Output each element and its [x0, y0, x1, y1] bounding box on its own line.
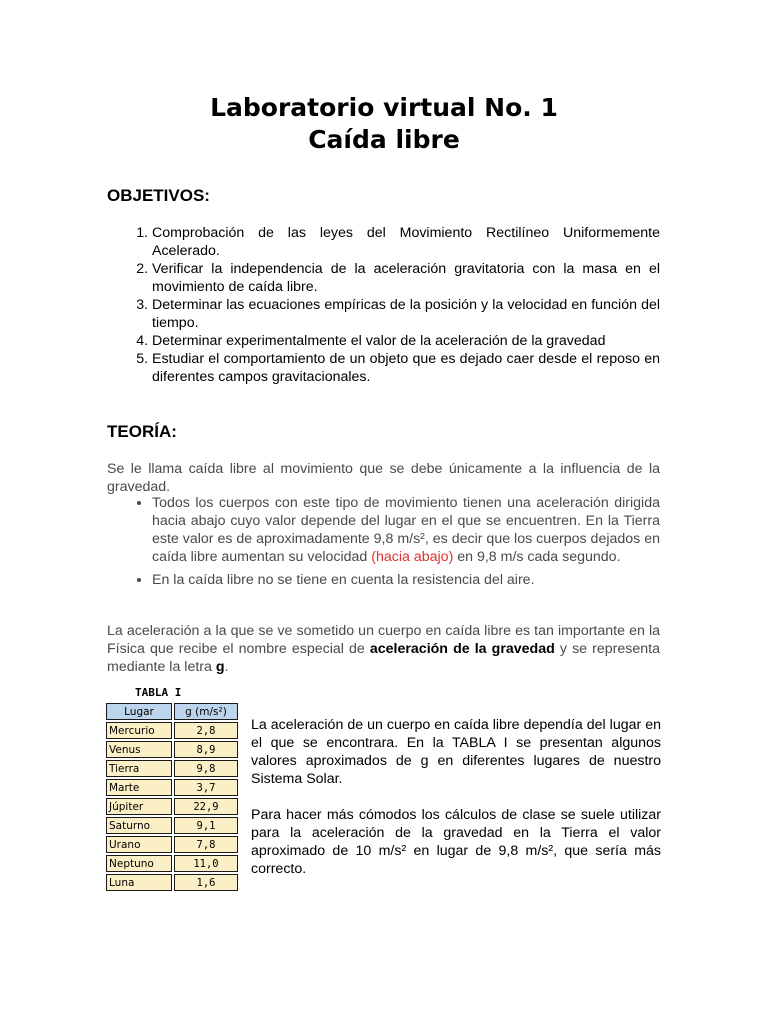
gravity-paragraph-text: La aceleración a la que se ve sometido un cuerpo en caída libre es tan importante en la Física que recibe el nombre especial de [107, 623, 660, 657]
objective-item: 5. Estudiar el comportamiento de un objeto que es dejado caer desde el reposo en diferentes campos gravitacionales. [152, 350, 660, 386]
gravity-letter: g [215, 659, 225, 675]
highlight-hacia-abajo: (hacia abajo) [371, 549, 454, 565]
table-header-lugar: Lugar [106, 703, 172, 720]
objectives-list [107, 224, 660, 386]
document-title: Laboratorio virtual No. 1 [210, 93, 558, 122]
gravity-term: aceleración de la gravedad [369, 641, 555, 657]
table-cell-g: 22,9 [174, 798, 238, 815]
teoria-bullet-text: Todos los cuerpos con este tipo de movimiento tienen una aceleración dirigida hacia abajo cuyo valor depende del lugar en el que se encuentren. En la Tierra este valor es de aproximadamente 9,8 m/s², es decir que los cuerpos dejados en caída libre aumentan su velocidad [152, 495, 660, 565]
table-header-g: g (m/s²) [174, 703, 238, 720]
teoria-bullet: • En la caída libre no se tiene en cuenta la resistencia del aire. [152, 571, 660, 589]
gravity-paragraph-end: . [224, 659, 229, 675]
table-cell-g: 8,9 [174, 741, 238, 758]
table-row [106, 760, 238, 777]
objetivos-heading: OBJETIVOS: [107, 186, 210, 205]
table-cell-place: Luna [106, 874, 172, 891]
teoria-intro: Se le llama caída libre al movimiento que se debe únicamente a la influencia de la gravedad. [107, 461, 660, 495]
table-cell-place: Neptuno [106, 855, 172, 872]
teoria-bullet-list [107, 494, 660, 594]
table-cell-g: 3,7 [174, 779, 238, 796]
table-row [106, 817, 238, 834]
table-cell-place: Marte [106, 779, 172, 796]
table-row [106, 874, 238, 891]
objective-item: 4. Determinar experimentalmente el valor de la aceleración de la gravedad [152, 332, 660, 350]
table-cell-place: Júpiter [106, 798, 172, 815]
gravity-paragraph-text-2: y se representa mediante la letra [107, 641, 660, 675]
table-cell-place: Venus [106, 741, 172, 758]
tabla-title: TABLA I [135, 686, 182, 699]
table-row [106, 798, 238, 815]
document-subtitle: Caída libre [308, 125, 460, 154]
table-row [106, 836, 238, 853]
side-paragraph-1: La aceleración de un cuerpo en caída libre dependía del lugar en el que se encontrara. En la TABLA I se presentan algunos valores aproximados de g en diferentes lugares de nuestro Sistema Solar. [251, 717, 661, 787]
table-cell-g: 7,8 [174, 836, 238, 853]
table-row [106, 855, 238, 872]
side-paragraph-2: Para hacer más cómodos los cálculos de clase se suele utilizar para la aceleración de la gravedad en la Tierra el valor aproximado de 10 m/s² en lugar de 9,8 m/s², que sería más correcto. [251, 807, 661, 877]
table-cell-place: Mercurio [106, 722, 172, 739]
table-cell-g: 1,6 [174, 874, 238, 891]
table-cell-g: 9,8 [174, 760, 238, 777]
table-cell-g: 11,0 [174, 855, 238, 872]
objective-item: 1. Comprobación de las leyes del Movimiento Rectilíneo Uniformemente Acelerado. [152, 224, 660, 260]
gravity-paragraph [107, 622, 660, 676]
teoria-heading: TEORÍA: [107, 422, 177, 441]
gravity-table [104, 701, 240, 893]
teoria-bullet-text-end: en 9,8 m/s cada segundo. [453, 549, 621, 565]
table-cell-place: Saturno [106, 817, 172, 834]
objective-item: 2. Verificar la independencia de la aceleración gravitatoria con la masa en el movimiento de caída libre. [152, 260, 660, 296]
table-header-row [106, 703, 238, 720]
table-cell-place: Urano [106, 836, 172, 853]
objective-item: 3. Determinar las ecuaciones empíricas de la posición y la velocidad en función del tiempo. [152, 296, 660, 332]
table-row [106, 779, 238, 796]
table-cell-g: 2,8 [174, 722, 238, 739]
table-row [106, 741, 238, 758]
table-row [106, 722, 238, 739]
table-cell-g: 9,1 [174, 817, 238, 834]
table-cell-place: Tierra [106, 760, 172, 777]
teoria-bullet [152, 494, 660, 566]
